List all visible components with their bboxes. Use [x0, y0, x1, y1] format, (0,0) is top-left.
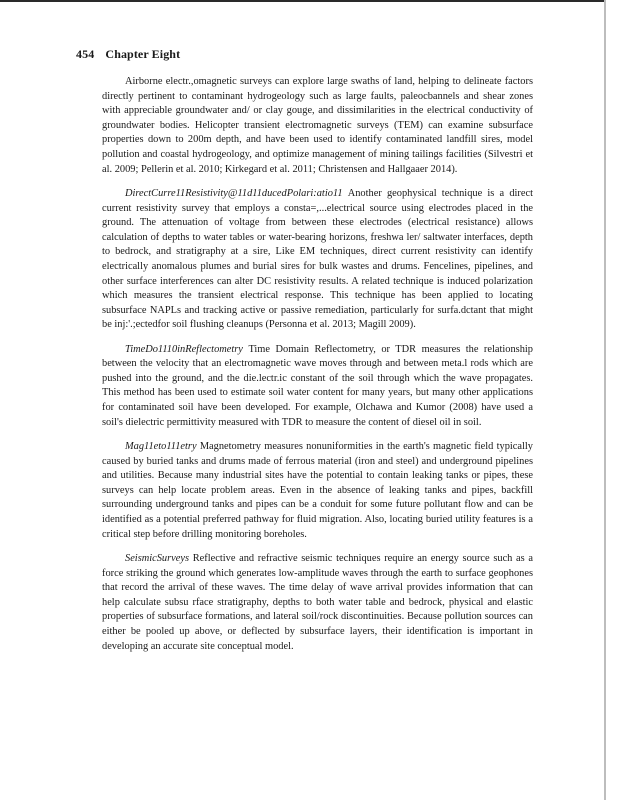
- section-heading-tdr: TimeDo1110inReflectometry: [125, 343, 249, 355]
- chapter-title: Chapter Eight: [105, 47, 181, 61]
- section-heading-dc-resistivity: DirectCurre11Resistivity@11d11ducedPolari:atio11: [125, 187, 348, 199]
- paragraph-dc-resistivity: [102, 187, 533, 333]
- paragraph-text: Another geophysical technique is a direct current resistivity survey that employs a consta=,...electrical source using electrodes placed in the ground. The attenuation of voltage from between these electrodes (electrical resistance) allows calculation of depths to water tables or water-bearing horizons, freshwa ler/ saltwater interfaces, depth to bedrock, and stratigraphy at a sire, Like EM techniques, direct current resistivity can identify electrically anomalous plumes and burial sires for bulk wastes and drums. Fencelines, pipelines, and other surface interferences can alter DC resistivity results. A related technique is induced polarization which measures the transient electrical response. This technique has been applied to locating subsurface NAPLs and tracking active or passive remediation, particularly for surfa.dctant that might be inj:'.;ectedfor soil flushing cleanups (Personna et al. 2013; Magill 2009).: [102, 187, 533, 331]
- paragraph-magnetometry: [102, 440, 533, 542]
- page-right-edge: [604, 0, 606, 800]
- paragraph-text: Reflective and refractive seismic techniques require an energy source such as a force striking the ground which generates low-amplitude waves through the earth to surface geophones that record the arrival of these waves. The time delay of wave arrival provides information that can help calculate subsu rface stratigraphy, depths to both water table and bedrock, physical and elastic properties of subsurface formations, and lateral soil/rock discontinuities. Because pollution sources can either be pooled up above, or deflected by subsurface layers, their identification is important in developing an accurate site conceptual model.: [102, 553, 533, 652]
- paragraph-text: Airborne electr.,omagnetic surveys can explore large swaths of land, helping to delineate factors directly pertinent to contaminant hydrogeology such as large faults, paleocbannels and shear zones with appreciable groundwater and/ or clay gouge, and dissimilarities in the electrical conductivity of groundwater bodies. Helicopter transient electromagnetic surveys (TEM) can examine subsurface properties down to 200m depth, and have been used to identify contaminated landfill sires, model pollution and coastal hydrogeology, and optimize management of mining tailings facilities (Silvestri et al. 2009; Pellerin et al. 2010; Kirkegard et al. 2011; Christensen and Hallgaaer 2014).: [102, 76, 533, 175]
- paragraph-tdr: [102, 343, 533, 431]
- paragraph-airborne-surveys: [102, 75, 533, 177]
- page-number: 454: [76, 47, 95, 61]
- paragraph-text: Magnetometry measures nonuniformities in the earth's magnetic field typically caused by buried tanks and drums made of ferrous material (iron and steel) and underground pipelines and utilities. Because many industrial sites have the potential to contain leaking tanks or pipes, these surveys can help locate problem areas. Even in the absence of leaking tanks and pipes, backfill surrounding underground tanks and pipes can be a conduit for some future pollutant flow and can be identified as a potential preferred pathway for fluid migration. Also, locating buried utility features is a critical step before drilling monitoring boreholes.: [102, 441, 533, 540]
- section-heading-magnetometry: Mag11eto111etry: [125, 441, 200, 453]
- body-text: [102, 75, 533, 664]
- page-top-border: [0, 0, 605, 2]
- paragraph-text: Time Domain Reflectometry, or TDR measures the relationship between the velocity that an electromagnetic wave moves through and between meta.l rods which are pushed into the ground, and the die.lectr.ic constant of the soil through which the wave propagates. This method has been used to estimate soil water content for many years, but many other applications for contaminated soil have been developed. For example, Olchawa and Kumor (2008) have used a soil's dielectric permittivity measured with TDR to measure the content of diesel oil in soil.: [102, 343, 533, 428]
- paragraph-seismic-surveys: [102, 552, 533, 654]
- running-header: [76, 47, 180, 62]
- section-heading-seismic-surveys: SeismicSurveys: [125, 553, 193, 564]
